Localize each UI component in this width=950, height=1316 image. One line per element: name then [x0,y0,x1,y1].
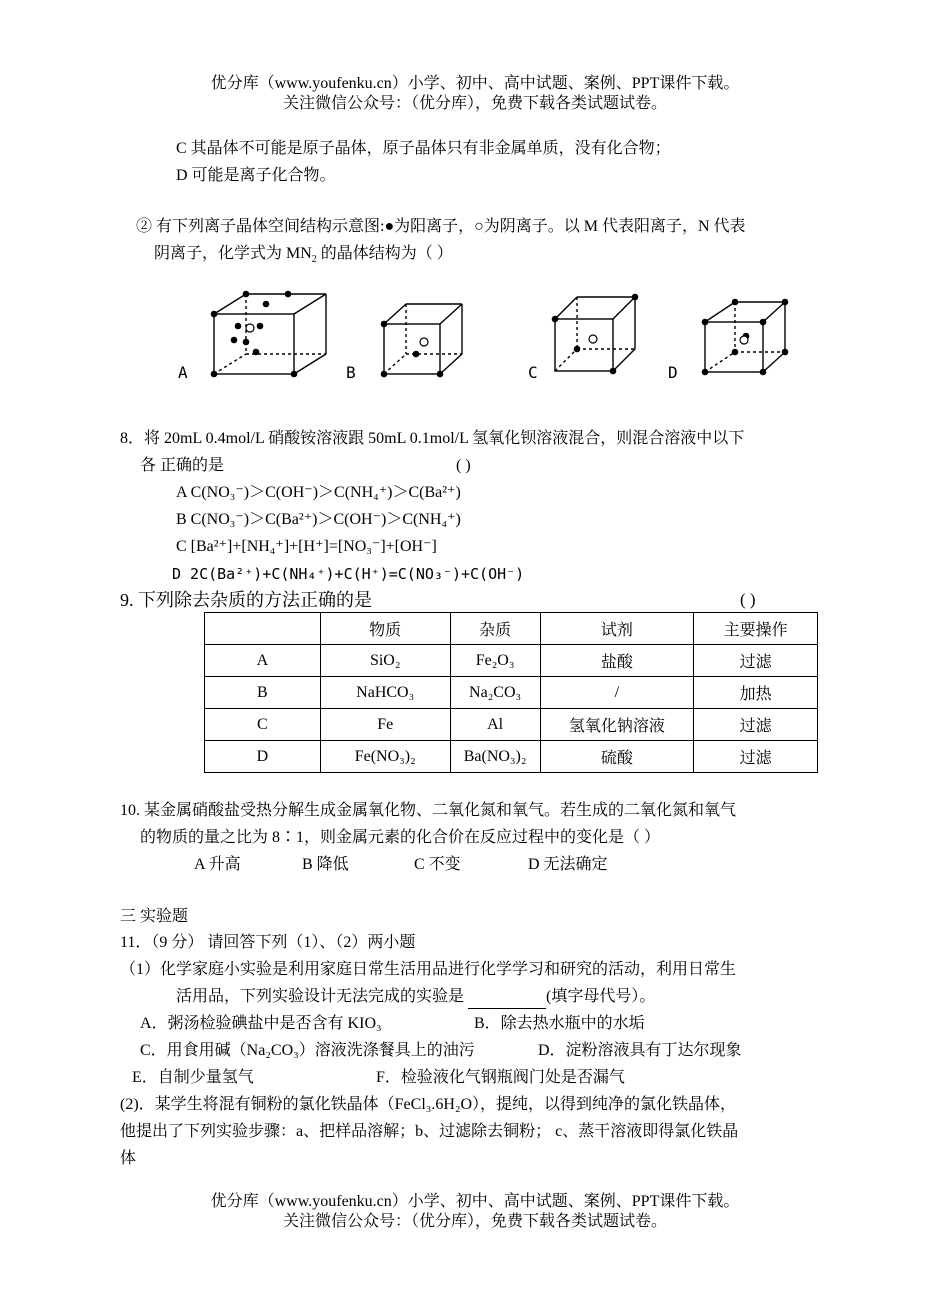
answer-blank[interactable] [468,992,546,1009]
table-cell: A [205,645,321,677]
q8-option-a: A C(NO₃⁻)＞C(OH⁻)＞C(NH₄⁺)＞C(Ba²⁺) [176,484,461,501]
table-cell: / [540,677,694,709]
q11-part2-line3: 体 [120,1150,137,1167]
table-cell: C [205,709,321,741]
q8-option-d: D 2C(Ba²⁺)+C(NH₄⁺)+C(H⁺)=C(NO₃⁻)+C(OH⁻) [172,565,525,583]
q7-part2-line2: 阴离子，化学式为 $MN_2$ 的晶体结构为（ ） [154,245,453,266]
q11-option-d: D．淀粉溶液具有丁达尔现象 [538,1042,742,1059]
q9-header-cell: 物质 [320,613,450,645]
table-cell: 硫酸 [540,741,694,773]
q9-answer-paren: ( ) [740,590,756,609]
q8-option-c: C [Ba²⁺]+[NH₄⁺]+[H⁺]=[NO₃⁻]+[OH⁻] [176,538,437,555]
q9-header-cell: 主要操作 [694,613,818,645]
q8-stem-line2: 各 正确的是 [140,457,225,474]
q7-part2-line1: ② 有下列离子晶体空间结构示意图:●为阳离子，○为阴离子。以 M 代表阳离子，N 代表 [136,218,746,235]
table-cell: Fe [320,709,450,741]
q9-table [204,612,818,773]
table-cell: Na₂CO₃ [450,677,540,709]
q9-header-cell [205,613,321,645]
q10-stem-line2: 的物质的量之比为 8∶1，则金属元素的化合价在反应过程中的变化是（ ） [140,829,661,846]
q8-stem-line1: 8．将 20mL 0.4mol/L 硝酸铵溶液跟 50mL 0.1mol/L 氢氧化钡溶液混合，则混合溶液中以下 [120,430,745,447]
section-title: 三 实验题 [120,908,189,925]
cube-label-a: A [178,363,188,382]
q11-option-f: F．检验液化气钢瓶阀门处是否漏气 [376,1069,625,1086]
q11-part1-line2: 活用品，下列实验设计无法完成的实验是 (填字母代号）。 [176,985,655,1009]
table-row [205,709,818,741]
table-cell: 加热 [694,677,818,709]
q9-header-cell: 试剂 [540,613,694,645]
q10-option-c: C 不变 [414,856,461,873]
cube-label-c: C [528,363,538,382]
cube-c [555,297,635,371]
table-cell: Ba(NO₃)₂ [450,741,540,773]
q8-option-b: B C(NO₃⁻)＞C(Ba²⁺)＞C(OH⁻)＞C(NH₄⁺) [176,511,461,528]
table-cell: 氢氧化钠溶液 [540,709,694,741]
table-cell: Fe(NO₃)₂ [320,741,450,773]
footer-line-2: 关注微信公众号：（优分库），免费下载各类试题试卷。 [282,1213,667,1230]
cube-label-d: D [668,363,678,382]
footer-line-1: 优分库（www.youfenku.cn）小学、初中、高中试题、案例、PPT课件下载。 [210,1193,740,1210]
table-row [205,741,818,773]
table-cell: NaHCO₃ [320,677,450,709]
q11-stem: 11．（9 分） 请回答下列（1）、（2）两小题 [120,934,416,951]
header-line-1: 优分库（www.youfenku.cn）小学、初中、高中试题、案例、PPT课件下载。 [210,75,740,92]
table-cell: 过滤 [694,741,818,773]
cube-label-b: B [346,363,356,382]
q11-option-a: A．粥汤检验碘盐中是否含有 KIO₃ [140,1015,382,1032]
q11-part2-line2: 他提出了下列实验步骤：a、把样品溶解；b、过滤除去铜粉； c、蒸干溶液即得氯化铁晶 [120,1123,739,1140]
q11-option-b: B．除去热水瓶中的水垢 [474,1015,645,1032]
crystal-structure-diagrams [170,282,820,392]
table-row [205,677,818,709]
table-row [205,645,818,677]
table-cell: 过滤 [694,645,818,677]
q7-option-c: C 其晶体不可能是原子晶体，原子晶体只有非金属单质，没有化合物； [176,140,671,157]
q11-option-e: E．自制少量氢气 [132,1069,254,1086]
q11-part1-line1: （1）化学家庭小实验是利用家庭日常生活用品进行化学学习和研究的活动，利用日常生 [120,961,737,978]
cube-a [214,294,326,374]
table-cell: B [205,677,321,709]
q11-option-c: C．用食用碱（Na₂CO₃）溶液洗涤餐具上的油污 [140,1042,475,1059]
table-cell: SiO₂ [320,645,450,677]
q7-option-d: D 可能是离子化合物。 [176,167,336,184]
q9-stem: 9. 下列除去杂质的方法正确的是 [120,590,372,610]
q11-part2-line1: (2)．某学生将混有铜粉的氯化铁晶体（FeCl₃.6H₂O），提纯，以得到纯净的氯化铁晶体， [120,1096,737,1113]
table-cell: Fe₂O₃ [450,645,540,677]
q9-table-header [205,613,818,645]
q10-stem-line1: 10. 某金属硝酸盐受热分解生成金属氧化物、二氧化氮和氧气。若生成的二氧化氮和氧气 [120,802,737,819]
table-cell: Al [450,709,540,741]
q10-option-d: D 无法确定 [528,856,608,873]
header-line-2: 关注微信公众号：（优分库），免费下载各类试题试卷。 [282,95,667,112]
q8-answer-paren: ( ) [456,457,471,474]
table-cell: D [205,741,321,773]
q10-option-b: B 降低 [302,856,349,873]
q9-header-cell: 杂质 [450,613,540,645]
q10-option-a: A 升高 [194,856,241,873]
table-cell: 过滤 [694,709,818,741]
table-cell: 盐酸 [540,645,694,677]
